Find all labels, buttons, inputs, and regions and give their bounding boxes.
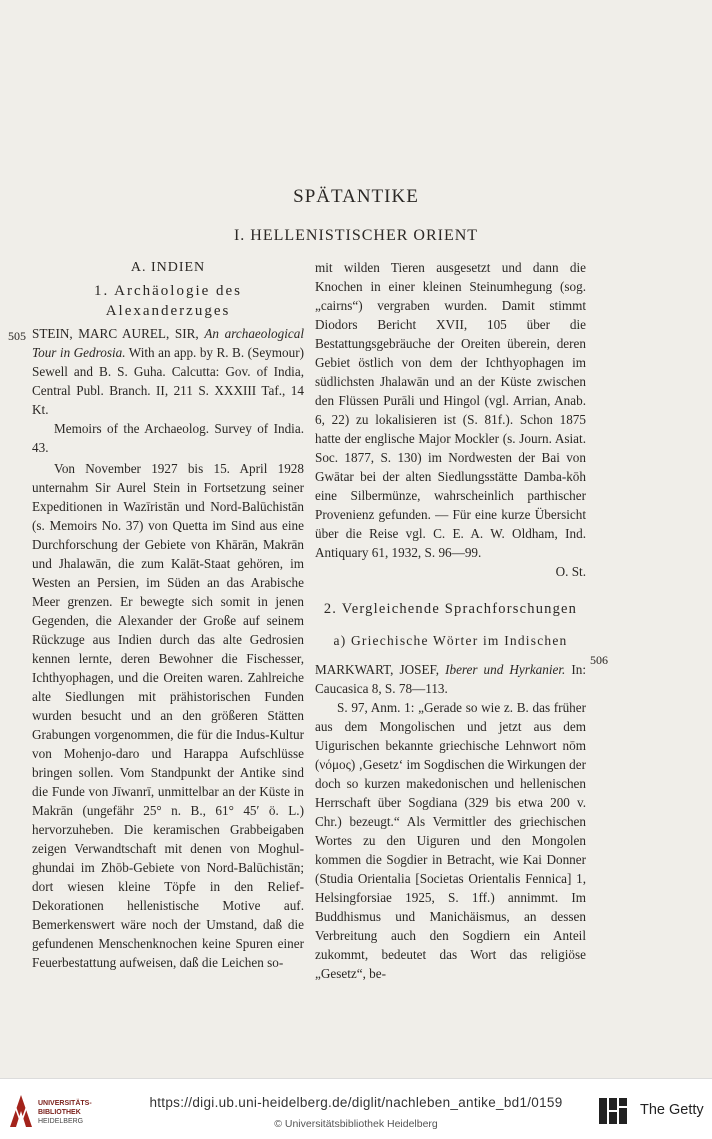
entry-title: An archaeological Tour in Gedrosia. [32,326,305,360]
right-body-continuation: mit wilden Tieren ausgesetzt und dann die Knochen in einer kleinen Steinumhegung (sog. „cairns“) vergraben wurden. Damit stimmt Diodors Bericht XVII, 105 über die Bestattungsgebräuche der Oreiten überein, deren Gebiet östlich von dem der Ichthyophagen im südlichsten Jhalawān und an der Küste zwischen den Flüssen Purāli und Hingol (vgl. Arrian, Anab. 6, 22) zu lokalisieren ist (S. 81f.). Schon 1875 hatte der englische Major Mockler (s. Journ. Asiat. Soc. 1877, S. 130) im Nordwesten der Bai von Gwātar bei der alten Siedlungsstätte Damba-kōh eine Silbermünze, wahrscheinlich parthischer Provenienz gefunden. — Für eine kurze Übersicht über die Reise vgl. C. E. A. W. Oldham, Ind. Antiquary 61, 1932, S. 96—99. [315,260,586,560]
subsection-title: I. HELLENISTISCHER ORIENT [233,227,479,244]
getty-logo-icon [598,1096,628,1126]
heading-archaeologie: 1. Archäologie des Alexanderzuges [93,283,243,319]
entry-number-left: 505 [8,329,26,343]
entry-series: Memoirs of the Archaeolog. Survey of India. 43. [32,421,304,455]
copyright-notice: © Universitätsbibliothek Heidelberg [274,1118,438,1130]
left-body-text: Von November 1927 bis 15. April 1928 unternahm Sir Aurel Stein in Fortsetzung seiner Expeditionen in Wazīristān und Nord-Balūchistān (s. Memoirs No. 37) von Quetta im Sind aus eine Durchforschung der Gebiete von Khārān, Makrān und Jhalawān, die zum Kalāt-Staat gehören, im Westen an Persien, im Süden an das Arabische Meer grenzen. Er bewegte sich somit in jenen Gegenden, die Alexander der Große auf seinem Rückzuge aus Indien durch das alte Gedrosien kennen lernte, deren Bewohner die Fischesser, Ichthyophagen, und die Oreiten waren. Zahlreiche alte Siedlungen mit prähistorischen Funden wurden besucht und an den größeren Stätten Grabungen vorgenommen, die für die Indus-Kultur von Mohenjo-daro und Harappa Aufschlüsse bringen sollen. Vom Standpunkt der Antike sind die Funde von Jīwanrī, unmittelbar an der Küste in Makrān (ungefähr 25° n. B., 61° 45′ ö. L.) hervorzuheben. Die keramischen Grabbeigaben zeigen Verwandtschaft mit denen von Moghul-ghundai im Zhōb-Gebiete von Nord-Balūchistān; dort wiesen kleine Töpfe in den Relief-Dekorationen hellenistische Motive auf. Bemerkenswert wäre noch der Umstand, daß die gefundenen Menschenknochen keine Spuren einer Feuerbestattung aufweisen, daß die Leichen so- [32,461,304,970]
entry-number-right: 506 [590,653,608,667]
permalink-url[interactable]: https://digi.ub.uni-heidelberg.de/diglit/nachleben_antike_bd1/0159 [149,1095,563,1110]
entry-author: MARKWART, JOSEF, [315,662,440,677]
library-name: UNIVERSITÄTS- BIBLIOTHEK HEIDELBERG [38,1100,92,1125]
right-body-text: S. 97, Anm. 1: „Gerade so wie z. B. das früher aus dem Mongolischen und jetzt aus dem Uigurischen bekannte griechische Lehnwort nōm (νόμος) ‚Gesetz‘ im Sogdischen die Wirkungen der doch so kurzen makedonischen und hellenischen Herrschaft über Sogdiana (329 bis etwa 200 v. Chr.) bezeugt.“ Als Vermittler des griechischen Wortes zu den Uiguren und den Mongolen kommen die Sogdier in Betracht, wie Kai Donner (Studia Orientalia [Societas Orientalis Fennica] 1, Helsingforsiae 1925, S. 1ff.) annimmt. Im Buddhismus und Manichäismus, an dessen Verbreitung auch den Sogdiern ein Anteil zukommt, bedeutet das Wort das religiöse „Gesetz“, be- [315,700,586,981]
entry-title: Iberer und Hyrkanier. [445,662,566,677]
entry-biblio: In: Caucasica 8, S. 78—113. [315,662,587,696]
heading-indien: A. INDIEN [130,260,206,275]
entry-505 [32,324,304,419]
right-column [315,258,586,983]
entry-biblio: With an app. by R. B. (Seymour) Sewell and B. S. Guha. Calcutta: Gov. of India, Central Publ. Branch. II, 211 S. XXXIII Taf., 14 Kt. [32,345,305,417]
footer-bar [0,1078,712,1139]
getty-name: The Getty [640,1102,704,1118]
signature: O. St. [555,564,586,579]
entry-506 [315,660,586,698]
entry-author: STEIN, MARC AUREL, SIR, [32,326,199,341]
heading-griechische-woerter: a) Griechische Wörter im Indischen [333,633,568,648]
section-title: SPÄTANTIKE [293,186,419,207]
left-column [32,258,304,972]
heading-sprachforschungen: 2. Vergleichende Sprachforschungen [323,601,578,617]
